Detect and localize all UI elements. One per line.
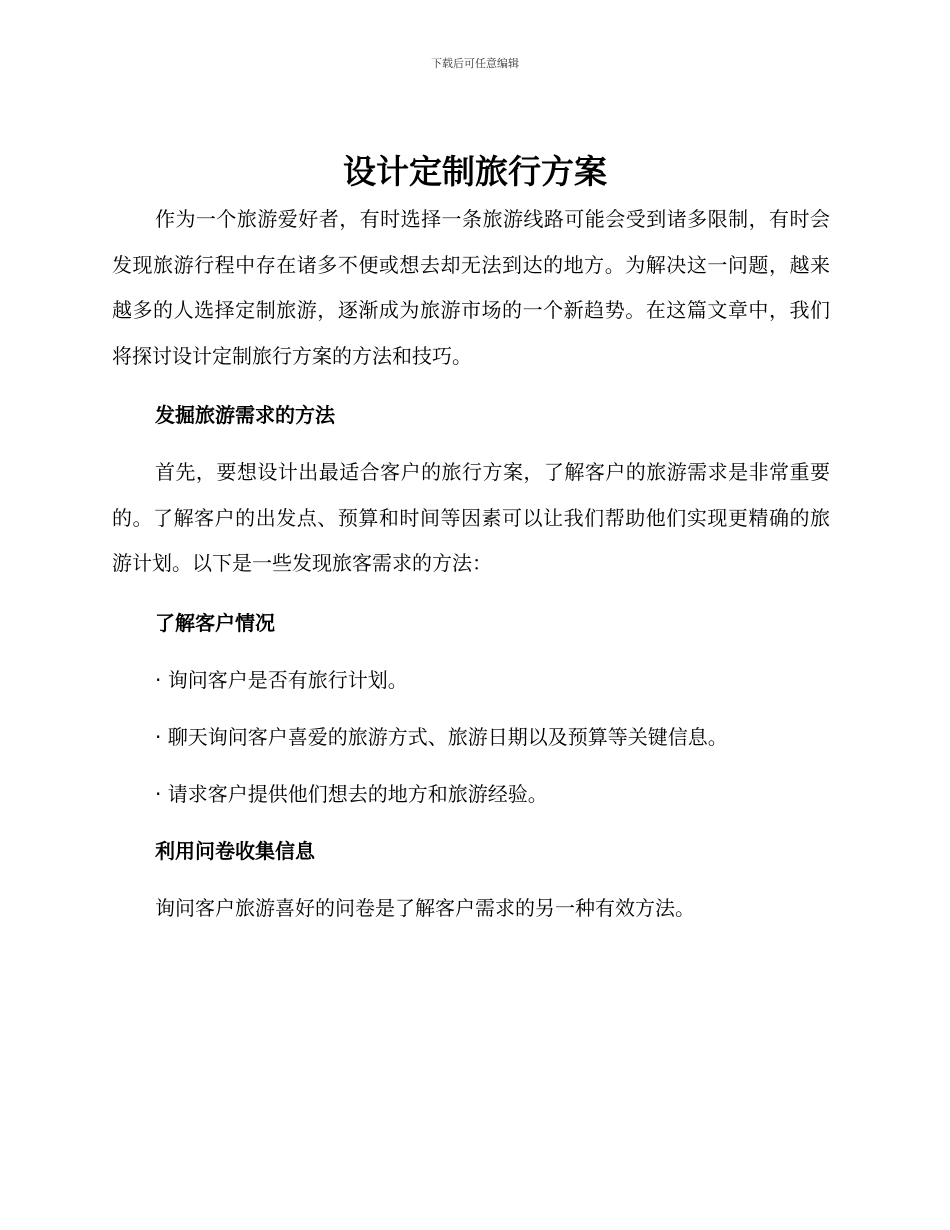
subsection-heading-client-situation: 了解客户情况 [155, 610, 275, 635]
bullet-item: · 询问客户是否有旅行计划。 [155, 667, 408, 692]
intro-paragraph: 作为一个旅游爱好者，有时选择一条旅游线路可能会受到诸多限制，有时会发现旅游行程中存在诸多不便或想去却无法到达的地方。为解决这一问题，越来越多的人选择定制旅游，逐渐成为旅游市场的一个新趋势。在这篇文章中，我们将探讨设计定制旅行方案的方法和技巧。 [112, 207, 830, 368]
bullet-item: · 聊天询问客户喜爱的旅游方式、旅游日期以及预算等关键信息。 [155, 724, 728, 749]
header-note: 下载后可任意编辑 [431, 57, 519, 70]
section-heading-demand-methods: 发掘旅游需求的方法 [155, 403, 335, 427]
section-body-demand-methods: 首先，要想设计出最适合客户的旅行方案，了解客户的旅游需求是非常重要的。了解客户的出发点、预算和时间等因素可以让我们帮助他们实现更精确的旅游计划。以下是一些发现旅客需求的方法： [112, 460, 830, 575]
subsection-body-questionnaire: 询问客户旅游喜好的问卷是了解客户需求的另一种有效方法。 [155, 895, 695, 920]
document-title: 设计定制旅行方案 [343, 152, 607, 191]
subsection-heading-questionnaire: 利用问卷收集信息 [155, 838, 315, 863]
bullet-item: · 请求客户提供他们想去的地方和旅游经验。 [155, 781, 548, 806]
document-body [112, 197, 830, 922]
